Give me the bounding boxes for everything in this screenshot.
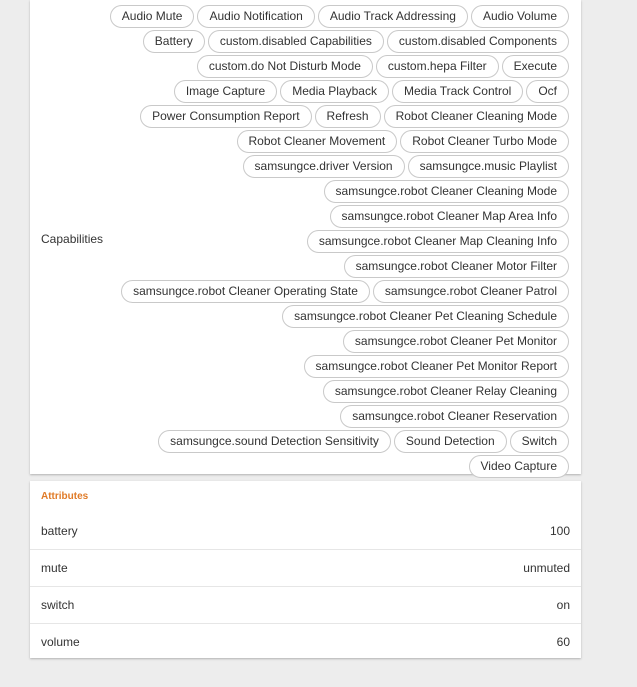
capability-chip[interactable]: Battery: [143, 30, 205, 53]
attribute-row: [30, 624, 581, 660]
attribute-value: 60: [556, 635, 570, 649]
capability-chip[interactable]: Ocf: [526, 80, 569, 103]
capability-chip[interactable]: samsungce.robot Cleaner Cleaning Mode: [324, 180, 569, 203]
attributes-card: [30, 481, 581, 658]
capability-chip[interactable]: samsungce.robot Cleaner Patrol: [373, 280, 569, 303]
capability-chip[interactable]: samsungce.robot Cleaner Motor Filter: [344, 255, 569, 278]
capability-chip[interactable]: Video Capture: [469, 455, 570, 478]
capability-chip[interactable]: Power Consumption Report: [140, 105, 311, 128]
capabilities-label: Capabilities: [41, 232, 104, 246]
capability-chip[interactable]: Execute: [502, 55, 569, 78]
capability-chip[interactable]: custom.do Not Disturb Mode: [197, 55, 373, 78]
capabilities-chip-list: [109, 5, 569, 478]
capability-chip[interactable]: Media Playback: [280, 80, 389, 103]
capability-chip[interactable]: samsungce.robot Cleaner Map Area Info: [330, 205, 569, 228]
capability-chip[interactable]: samsungce.robot Cleaner Pet Monitor Report: [304, 355, 569, 378]
attribute-name: mute: [41, 561, 68, 575]
capability-chip[interactable]: samsungce.robot Cleaner Operating State: [121, 280, 370, 303]
capability-chip[interactable]: Audio Mute: [110, 5, 195, 28]
capability-chip[interactable]: custom.disabled Components: [387, 30, 569, 53]
capability-chip[interactable]: samsungce.robot Cleaner Reservation: [340, 405, 569, 428]
attribute-name: battery: [41, 524, 78, 538]
capability-chip[interactable]: custom.disabled Capabilities: [208, 30, 384, 53]
attribute-row: [30, 513, 581, 550]
attribute-row: [30, 587, 581, 624]
attributes-title: Attributes: [41, 491, 89, 502]
capability-chip[interactable]: samsungce.music Playlist: [408, 155, 569, 178]
attribute-value: unmuted: [523, 561, 570, 575]
capability-chip[interactable]: Refresh: [315, 105, 381, 128]
capability-chip[interactable]: Robot Cleaner Cleaning Mode: [384, 105, 569, 128]
capability-chip[interactable]: samsungce.robot Cleaner Relay Cleaning: [323, 380, 569, 403]
capability-chip[interactable]: samsungce.sound Detection Sensitivity: [158, 430, 391, 453]
attributes-list: [30, 513, 581, 660]
capability-chip[interactable]: Audio Notification: [197, 5, 314, 28]
capabilities-card: [30, 0, 581, 474]
capability-chip[interactable]: samsungce.robot Cleaner Map Cleaning Info: [307, 230, 569, 253]
capability-chip[interactable]: Audio Volume: [471, 5, 569, 28]
capability-chip[interactable]: Audio Track Addressing: [318, 5, 468, 28]
capability-chip[interactable]: custom.hepa Filter: [376, 55, 499, 78]
attribute-value: on: [556, 598, 570, 612]
capability-chip[interactable]: samsungce.robot Cleaner Pet Cleaning Schedule: [282, 305, 569, 328]
attribute-row: [30, 550, 581, 587]
attribute-value: 100: [549, 524, 570, 538]
capability-chip[interactable]: Image Capture: [174, 80, 277, 103]
capability-chip[interactable]: samsungce.robot Cleaner Pet Monitor: [343, 330, 569, 353]
capability-chip[interactable]: Robot Cleaner Turbo Mode: [400, 130, 569, 153]
capability-chip[interactable]: Media Track Control: [392, 80, 523, 103]
attribute-name: volume: [41, 635, 80, 649]
capability-chip[interactable]: samsungce.driver Version: [243, 155, 405, 178]
capability-chip[interactable]: Sound Detection: [394, 430, 507, 453]
attribute-name: switch: [41, 598, 75, 612]
capability-chip[interactable]: Switch: [510, 430, 569, 453]
capability-chip[interactable]: Robot Cleaner Movement: [237, 130, 398, 153]
